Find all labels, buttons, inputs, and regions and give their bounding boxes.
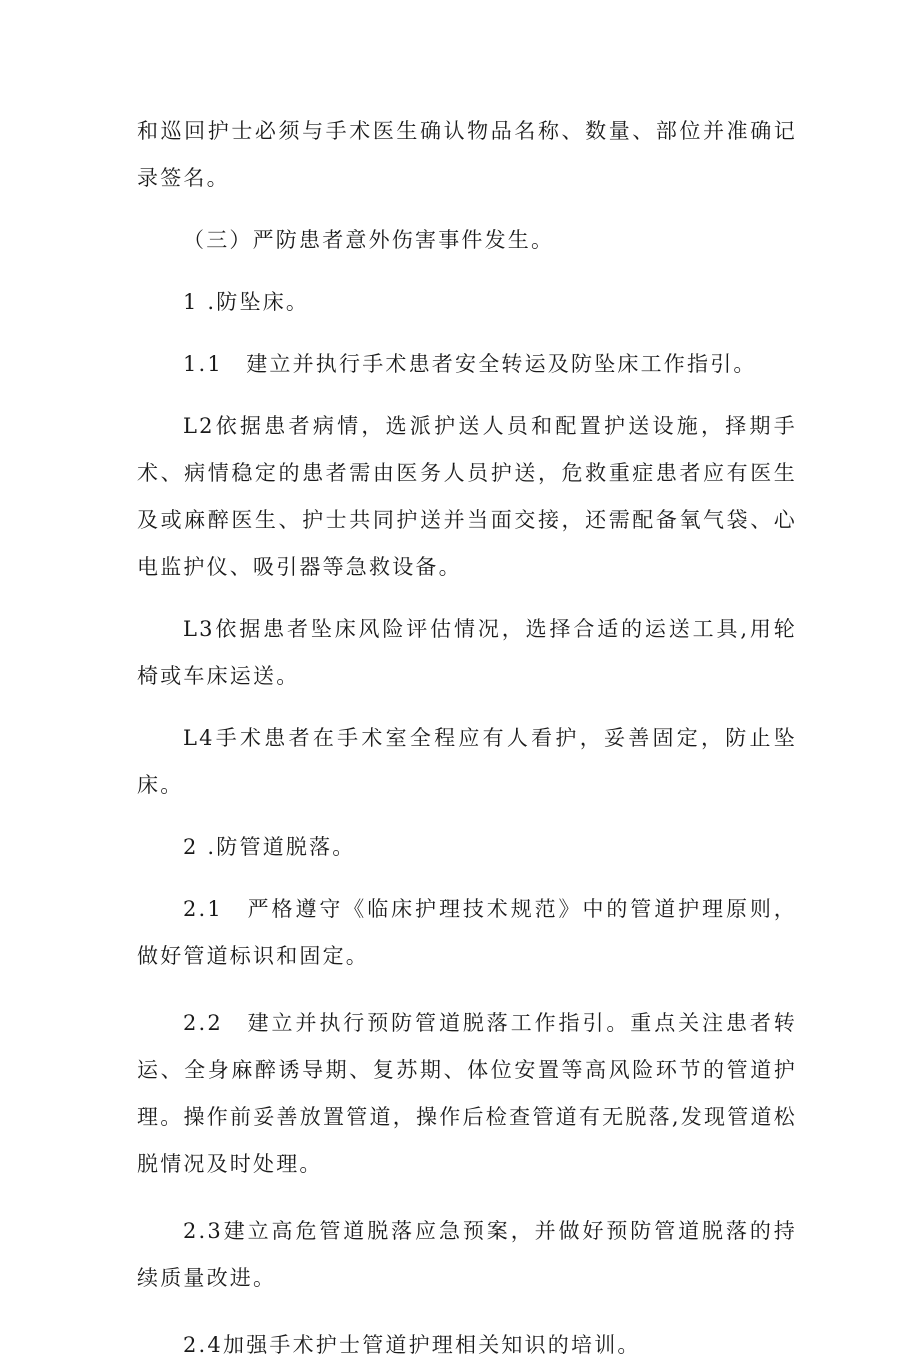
paragraph-confirm-items: 和巡回护士必须与手术医生确认物品名称、数量、部位并准确记录签名。	[137, 119, 797, 190]
paragraph-item-2-2: 2.2 建立并执行预防管道脱落工作指引。重点关注患者转运、全身麻醉诱导期、复苏期、体位安置等高风险环节的管道护理。操作前妥善放置管道，操作后检查管道有无脱落,发现管道松脱情况及时处理。	[137, 1011, 797, 1176]
paragraph-section-three-heading: （三）严防患者意外伤害事件发生。	[183, 228, 555, 252]
paragraph-item-l3: L3依据患者坠床风险评估情况，选择合适的运送工具,用轮椅或车床运送。	[137, 617, 797, 688]
document-body	[137, 108, 797, 1369]
paragraph-tube-prevention-heading: 2 .防管道脱落。	[183, 835, 356, 859]
paragraph-item-1-1: 1.1 建立并执行手术患者安全转运及防坠床工作指引。	[183, 352, 757, 376]
paragraph-item-l2: L2依据患者病情，选派护送人员和配置护送设施，择期手术、病情稳定的患者需由医务人员护送，危救重症患者应有医生及或麻醉医生、护士共同护送并当面交接，还需配备氧气袋、心电监护仪、吸引器等急救设备。	[137, 414, 797, 579]
paragraph-item-2-3: 2.3建立高危管道脱落应急预案，并做好预防管道脱落的持续质量改进。	[137, 1219, 797, 1290]
paragraph-item-l4: L4手术患者在手术室全程应有人看护，妥善固定，防止坠床。	[137, 726, 797, 797]
paragraph-item-2-4: 2.4加强手术护士管道护理相关知识的培训。	[183, 1333, 641, 1357]
paragraph-fall-prevention-heading: 1 .防坠床。	[183, 290, 310, 314]
paragraph-item-2-1: 2.1 严格遵守《临床护理技术规范》中的管道护理原则，做好管道标识和固定。	[137, 897, 797, 968]
